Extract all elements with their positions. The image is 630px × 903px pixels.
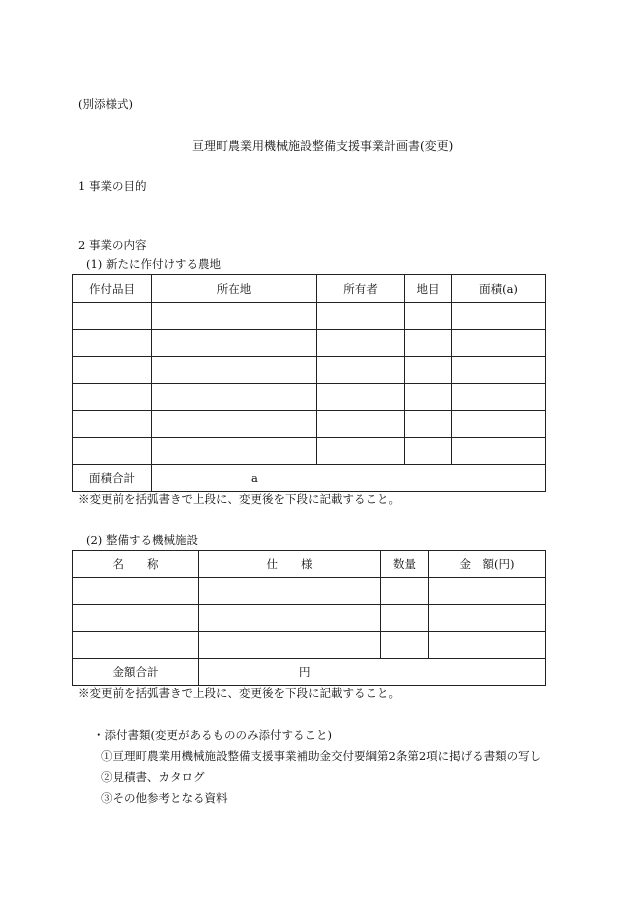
table-cell[interactable] [152,357,317,384]
area-unit: a [251,471,258,485]
table-row [73,330,546,357]
table-row [73,632,546,659]
column-header: 地目 [405,275,452,303]
table-cell[interactable] [317,411,405,438]
table-cell[interactable] [317,303,405,330]
table-cell[interactable] [381,605,429,632]
table-cell[interactable] [152,330,317,357]
table-cell[interactable] [405,357,452,384]
table-row [73,578,546,605]
yen-unit: 円 [299,665,311,679]
amount-total-value[interactable] [199,659,546,686]
table-row [73,357,546,384]
attachment-item: ①亘理町農業用機械施設整備支援事業補助金交付要綱第2条第2項に掲げる書類の写し [101,749,542,763]
table-cell[interactable] [73,438,152,465]
farmland-table [72,274,546,492]
table-cell[interactable] [317,357,405,384]
table-cell[interactable] [429,632,546,659]
column-header: 仕 様 [199,551,381,578]
table-cell[interactable] [405,384,452,411]
equipment-table [72,550,546,686]
table-cell[interactable] [73,384,152,411]
equipment-note: ※変更前を括弧書きで上段に、変更後を下段に記載すること。 [78,686,400,700]
column-header: 金 額(円) [429,551,546,578]
table-cell[interactable] [152,384,317,411]
column-header: 作付品目 [73,275,152,303]
table-cell[interactable] [405,303,452,330]
table-row [73,438,546,465]
table-cell[interactable] [405,438,452,465]
equipment-table-heading: (2) 整備する機械施設 [86,533,198,547]
column-header: 数量 [381,551,429,578]
table-cell[interactable] [452,438,546,465]
table-cell[interactable] [452,384,546,411]
table-cell[interactable] [73,330,152,357]
area-total-value[interactable] [152,465,546,492]
table-cell[interactable] [199,605,381,632]
section2-heading: 2 事業の内容 [78,238,147,252]
attachments-heading: ・添付書類(変更があるもののみ添付すること) [93,728,332,742]
table-cell[interactable] [73,632,199,659]
table-cell[interactable] [405,330,452,357]
column-header: 所在地 [152,275,317,303]
table-header-row [73,275,546,303]
table-cell[interactable] [73,303,152,330]
area-total-row [73,465,546,492]
table-cell[interactable] [317,330,405,357]
table-cell[interactable] [73,411,152,438]
table-cell[interactable] [199,632,381,659]
area-total-label: 面積合計 [73,465,152,492]
table-row [73,384,546,411]
table-cell[interactable] [73,578,199,605]
table-cell[interactable] [199,578,381,605]
table-cell[interactable] [73,357,152,384]
table-cell[interactable] [452,303,546,330]
amount-total-row [73,659,546,686]
attachment-item: ②見積書、カタログ [101,770,205,784]
column-header: 面積(a) [452,275,546,303]
column-header: 所有者 [317,275,405,303]
table-row [73,411,546,438]
attachment-item: ③その他参考となる資料 [101,791,228,805]
table-cell[interactable] [152,411,317,438]
table-cell[interactable] [452,411,546,438]
table-row [73,303,546,330]
column-header: 名 称 [73,551,199,578]
table-row [73,605,546,632]
amount-total-label: 金額合計 [73,659,199,686]
form-label: (別添様式) [78,97,133,111]
table-cell[interactable] [381,578,429,605]
table-cell[interactable] [317,384,405,411]
table-cell[interactable] [452,330,546,357]
section1-heading: 1 事業の目的 [78,179,147,193]
table-cell[interactable] [452,357,546,384]
table-header-row [73,551,546,578]
table-cell[interactable] [429,605,546,632]
table-cell[interactable] [152,303,317,330]
table-cell[interactable] [317,438,405,465]
table-cell[interactable] [381,632,429,659]
table-cell[interactable] [152,438,317,465]
table-cell[interactable] [73,605,199,632]
farmland-table-heading: (1) 新たに作付けする農地 [86,257,221,271]
table-cell[interactable] [429,578,546,605]
document-title: 亘理町農業用機械施設整備支援事業計画書(変更) [192,139,454,153]
table-cell[interactable] [405,411,452,438]
farmland-note: ※変更前を括弧書きで上段に、変更後を下段に記載すること。 [78,492,400,506]
